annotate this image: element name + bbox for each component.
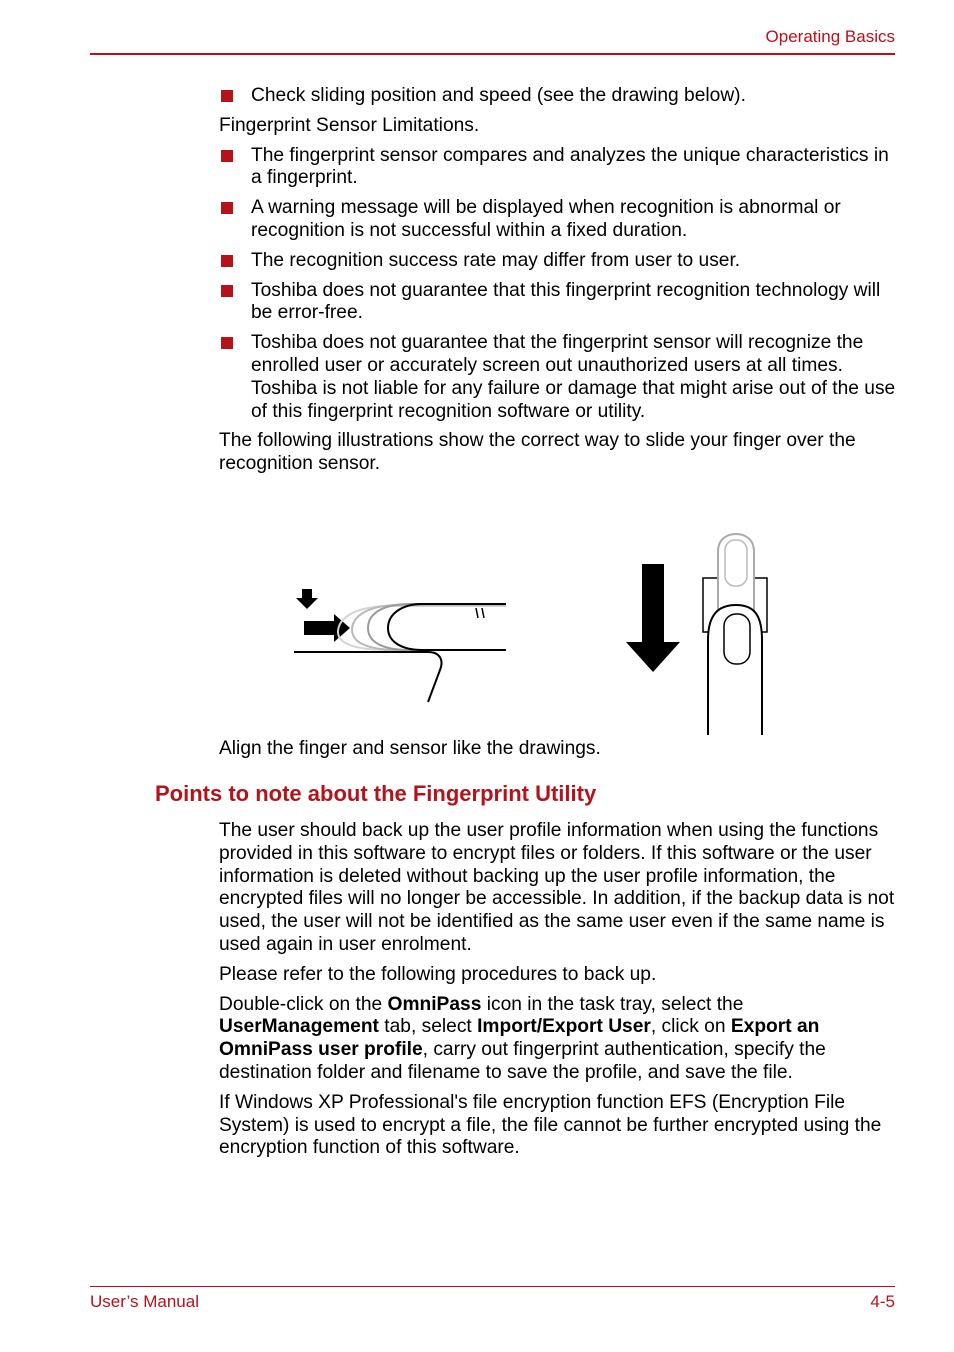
section-heading: Points to note about the Fingerprint Utility [155, 781, 597, 806]
section-body [219, 820, 899, 1167]
footer-manual-title: User’s Manual [90, 1292, 199, 1311]
bold-term: Import/Export User [477, 1016, 651, 1038]
finger-slide-top-illustration [620, 530, 780, 735]
paragraph: The user should back up the user profile information when using the functions provided in this software to encrypt files or folders. If this software or the user information is deleted without backing up the user profile information, the encrypted files will no longer be accessible. In addition, if the backup data is not used, the user will not be identified as the same user even if the same name is used again in user enrolment. [219, 820, 895, 955]
paragraph-backup-steps [219, 994, 899, 1085]
bullet-text: Toshiba does not guarantee that the fingerprint sensor will recognize the enrolled user or accurately screen out unauthorized users at all times. Toshiba is not liable for any failure or damage that might arise out of the use of this fingerprint recognition software or utility. [251, 332, 896, 422]
limitations-title: Fingerprint Sensor Limitations. [219, 114, 480, 136]
text-run: icon in the task tray, select the [481, 993, 744, 1015]
finger-slide-side-illustration [290, 580, 515, 705]
bold-term: UserManagement [219, 1016, 379, 1038]
bullet-text: The fingerprint sensor compares and analyzes the unique characteristics in a fingerprint. [251, 144, 889, 189]
bullet-item [219, 250, 899, 273]
bold-term: Export an OmniPass user profile [219, 1016, 820, 1061]
down-arrow-large-icon [626, 564, 680, 672]
bullet-square-icon [221, 285, 233, 297]
bullet-square-icon [221, 202, 233, 214]
bullet-item [219, 332, 899, 423]
bullet-item [219, 85, 899, 108]
bullet-text: Check sliding position and speed (see the drawing below). [251, 85, 746, 106]
right-arrow-icon [304, 614, 350, 642]
text-run: Double-click on the [219, 993, 388, 1015]
footer-page-number: 4-5 [870, 1292, 895, 1311]
bullet-square-icon [221, 90, 233, 102]
bullet-square-icon [221, 150, 233, 162]
bullet-text: Toshiba does not guarantee that this fingerprint recognition technology will be error-free. [251, 279, 881, 324]
bullet-text: The recognition success rate may differ from user to user. [251, 249, 741, 271]
down-arrow-small-icon [296, 589, 318, 609]
text-run: , carry out fingerprint authentication, specify the destination folder and filename to save the profile, and save the file. [219, 1039, 826, 1083]
bullet-square-icon [221, 255, 233, 267]
bullet-item [219, 145, 899, 191]
footer-rule [90, 1286, 895, 1287]
figure-caption: Align the finger and sensor like the drawings. [219, 738, 601, 759]
text-run: , click on [650, 1016, 731, 1038]
illustrations-intro: The following illustrations show the correct way to slide your finger over the recognition sensor. [219, 430, 856, 475]
bullet-item [219, 197, 899, 243]
running-header: Operating Basics [765, 27, 895, 46]
text-run: tab, select [378, 1016, 478, 1038]
top-text-block [219, 85, 899, 483]
paragraph: Please refer to the following procedures to back up. [219, 963, 657, 985]
header-rule [90, 53, 895, 55]
paragraph: If Windows XP Professional's file encryption function EFS (Encryption File System) is used to encrypt a file, the file cannot be further encrypted using the encryption function of this software. [219, 1091, 882, 1159]
figure-caption-block [219, 738, 899, 768]
bullet-square-icon [221, 337, 233, 349]
bullet-text: A warning message will be displayed when recognition is abnormal or recognition is not successful within a fixed duration. [251, 197, 841, 241]
bold-term: OmniPass [387, 993, 482, 1015]
bullet-item [219, 280, 899, 326]
